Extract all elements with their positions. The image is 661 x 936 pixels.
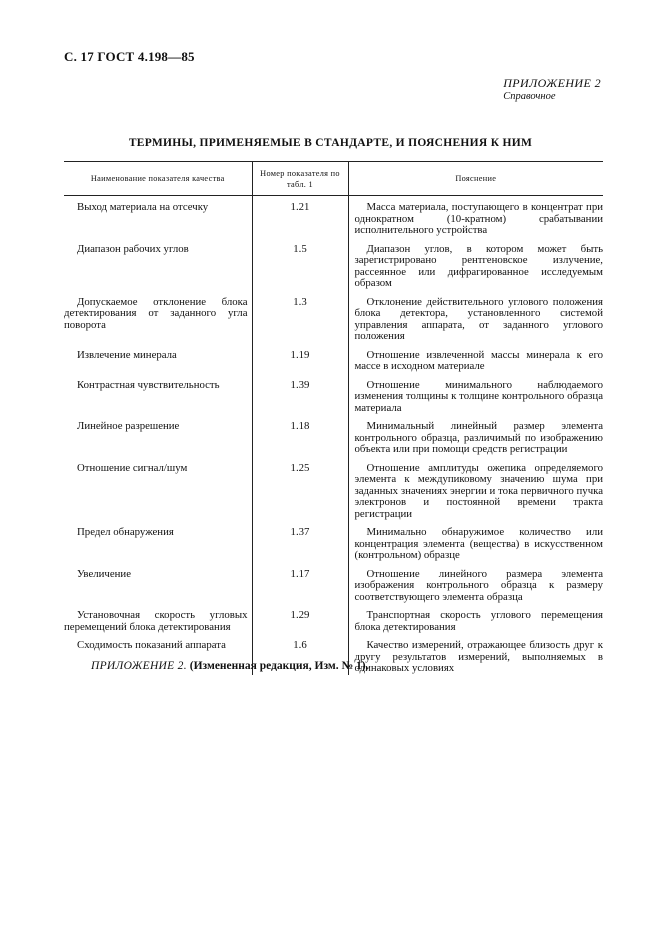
term-cell [64, 603, 252, 633]
explanation-text: Масса материала, поступающего в концентрат при однократном (10-кратном) срабатывании исполнительного устройства [354, 201, 603, 236]
index-cell: 1.18 [252, 414, 348, 456]
explanation-cell [348, 414, 603, 456]
explanation-text: Отношение минимального наблюдаемого изменения толщины к толщине контрольного образца материала [354, 378, 603, 414]
term-text: Выход материала на отсечку [77, 201, 209, 213]
index-cell: 1.29 [252, 603, 348, 633]
table-header-row [64, 162, 603, 196]
index-cell: 1.5 [252, 237, 348, 290]
explanation-cell [348, 520, 603, 562]
term-text: Диапазон рабочих углов [77, 242, 189, 255]
index-cell: 1.21 [252, 196, 348, 237]
explanation-text: Качество измерений, отражающее близость друг к другу результатов измерений, выполняемых в одинаковых условиях [354, 639, 603, 674]
index-cell: 1.3 [252, 290, 348, 343]
explanation-text: Отклонение действительного углового положения блока детектора, установленного системой управления аппарата, от заданного углового положения [354, 295, 603, 342]
header-index: Номер показателя по табл. 1 [252, 162, 348, 196]
term-text: Предел обнаружения [77, 526, 174, 538]
appendix-title: ПРИЛОЖЕНИЕ 2 [503, 76, 601, 90]
term-cell [64, 373, 252, 415]
table-row [64, 603, 603, 633]
index-cell: 1.17 [252, 562, 348, 604]
table-row [64, 520, 603, 562]
term-text: Увеличение [77, 567, 131, 580]
term-cell [64, 343, 252, 373]
term-cell [64, 290, 252, 343]
explanation-cell [348, 562, 603, 604]
index-cell: 1.39 [252, 373, 348, 415]
explanation-text: Отношение амплитуды ожепика определяемого элемента к междупиковому значению шума при заданных значениях энергии и тока первичного пучка электронов и постоянной времени тракта регистрации [354, 461, 603, 520]
table-row [64, 196, 603, 237]
index-cell: 1.6 [252, 633, 348, 675]
table-row [64, 373, 603, 415]
table-row [64, 290, 603, 343]
appendix-subtitle: Справочное [503, 91, 556, 102]
explanation-text: Транспортная скорость углового перемещения блока детектирования [354, 609, 603, 633]
footnote-appendix-ref: ПРИЛОЖЕНИЕ 2. [91, 660, 187, 672]
document-title: ТЕРМИНЫ, ПРИМЕНЯЕМЫЕ В СТАНДАРТЕ, И ПОЯСНЕНИЯ К НИМ [128, 137, 533, 149]
explanation-text: Минимальный линейный размер элемента контрольного образца, различимый по изображению объекта или при помощи средств регистрации [354, 420, 603, 455]
index-cell: 1.37 [252, 520, 348, 562]
explanation-cell [348, 237, 603, 290]
term-cell [64, 562, 252, 604]
table-row [64, 456, 603, 521]
index-cell: 1.19 [252, 343, 348, 373]
term-text: Извлечение минерала [77, 348, 177, 361]
page-header: С. 17 ГОСТ 4.198—85 [64, 49, 195, 64]
explanation-cell [348, 373, 603, 415]
terms-table [64, 161, 603, 675]
term-cell [64, 414, 252, 456]
term-cell [64, 237, 252, 290]
footnote-amendment: (Измененная редакция, Изм. № 1). [189, 660, 369, 672]
term-text: Сходимость показаний аппарата [77, 639, 226, 651]
appendix-label [503, 77, 601, 103]
table-row [64, 237, 603, 290]
explanation-cell [348, 196, 603, 237]
term-text: Контрастная чувствительность [77, 378, 220, 391]
explanation-text: Минимально обнаружимое количество или концентрация элемента (вещества) в искусственном (контрольном) образце [354, 526, 603, 561]
term-cell [64, 196, 252, 237]
term-text: Установочная скорость угловых перемещений блока детектирования [64, 609, 248, 633]
term-cell [64, 456, 252, 521]
explanation-cell [348, 343, 603, 373]
explanation-cell [348, 603, 603, 633]
table-row [64, 343, 603, 373]
header-term: Наименование показателя качества [64, 162, 252, 196]
explanation-text: Отношение извлеченной массы минерала к его массе в исходном материале [354, 348, 603, 372]
term-text: Отношение сигнал/шум [77, 461, 188, 474]
table-row [64, 414, 603, 456]
index-cell: 1.25 [252, 456, 348, 521]
explanation-text: Диапазон углов, в котором может быть зарегистрировано рентгеновское излучение, рассеянное или дифрагированное исследуемым образом [354, 242, 603, 289]
table-row [64, 562, 603, 604]
term-text: Линейное разрешение [77, 420, 180, 432]
table-body [64, 196, 603, 675]
explanation-cell [348, 456, 603, 521]
term-text: Допускаемое отклонение блока детектирования от заданного угла поворота [64, 295, 248, 331]
explanation-cell [348, 290, 603, 343]
explanation-text: Отношение линейного размера элемента изображения контрольного образца к размеру соответствующего элемента образца [354, 567, 603, 603]
header-explanation: Пояснение [348, 162, 603, 196]
footnote [91, 660, 368, 672]
explanation-cell [348, 633, 603, 675]
term-cell [64, 520, 252, 562]
